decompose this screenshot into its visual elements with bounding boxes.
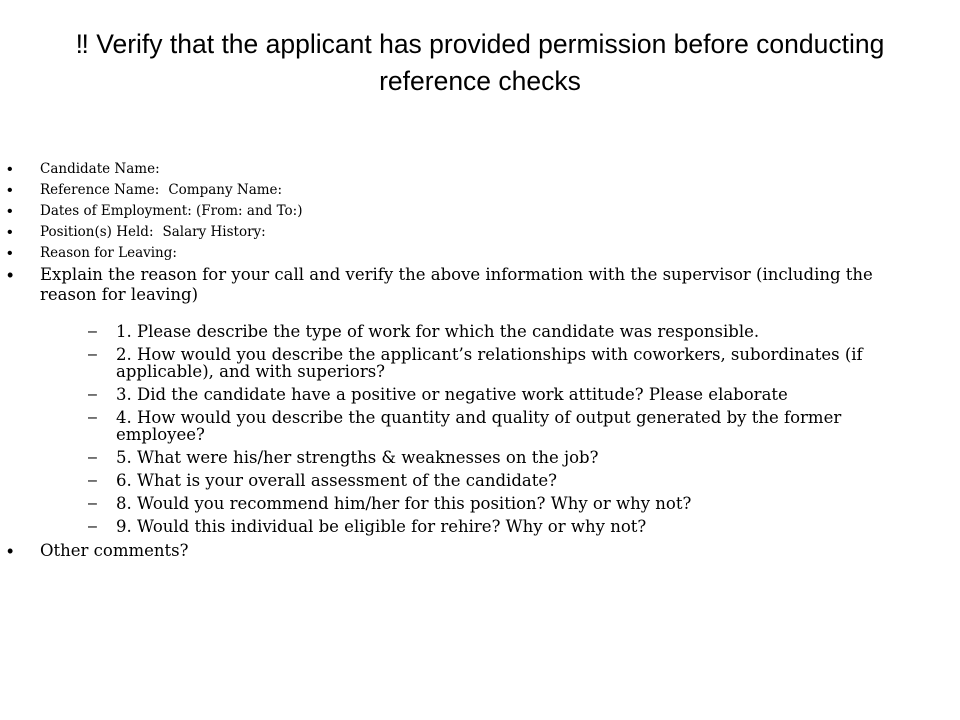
question-text: 5. What were his/her strengths & weaknesses on the job? [116,448,599,467]
list-item-instruction [0,265,960,535]
dash-icon: – [88,449,97,466]
company-name-label: Company Name: [168,182,283,198]
salary-history-label: Salary History: [162,224,266,240]
bullet-icon: • [7,265,14,285]
question-item [40,386,930,403]
question-text: 3. Did the candidate have a positive or negative work attitude? Please elaborate [116,385,788,404]
question-text: 6. What is your overall assessment of the candidate? [116,471,557,490]
reference-name-label: Reference Name: [40,182,160,198]
bullet-icon: • [7,541,14,561]
question-item [40,409,930,443]
list-item-dates-of-employment [0,202,960,221]
bullet-icon: • [7,161,13,178]
dash-icon: – [88,323,97,340]
bullet-list [0,160,960,561]
bullet-icon: • [7,203,13,220]
question-text: 8. Would you recommend him/her for this position? Why or why not? [116,494,692,513]
question-item [40,472,930,489]
list-item-reason-for-leaving [0,244,960,263]
question-list [40,323,930,535]
slide-body [0,158,960,561]
list-item-reference-company [0,181,960,200]
reason-for-leaving-label: Reason for Leaving: [40,245,177,261]
dash-icon: – [88,409,97,426]
list-item-closing [0,541,960,561]
slide-title: ‼ Verify that the applicant has provided permission before conducting reference checks [75,29,885,96]
question-text: 9. Would this individual be eligible for rehire? Why or why not? [116,517,647,536]
dash-icon: – [88,386,97,403]
candidate-name-label: Candidate Name: [40,161,160,177]
instruction-text: Explain the reason for your call and verify the above information with the supervisor (including the reason for leaving) [40,265,873,304]
question-item [40,346,930,380]
dates-of-employment-label: Dates of Employment: (From: and To:) [40,203,303,219]
question-text: 4. How would you describe the quantity and quality of output generated by the former employee? [116,408,842,444]
question-text: 2. How would you describe the applicant’s relationships with coworkers, subordinates (if applicable), and with superiors? [116,345,863,381]
dash-icon: – [88,518,97,535]
bullet-icon: • [7,182,13,199]
list-item-candidate-name [0,160,960,179]
dash-icon: – [88,346,97,363]
bullet-icon: • [7,224,13,241]
bullet-icon: • [7,245,13,262]
list-item-positions-salary [0,223,960,242]
dash-icon: – [88,472,97,489]
question-item [40,449,930,466]
question-item [40,518,930,535]
question-item [40,495,930,512]
positions-held-label: Position(s) Held: [40,224,154,240]
question-item [40,323,930,340]
dash-icon: – [88,495,97,512]
closing-text: Other comments? [40,541,189,560]
question-text: 1. Please describe the type of work for which the candidate was responsible. [116,322,760,341]
